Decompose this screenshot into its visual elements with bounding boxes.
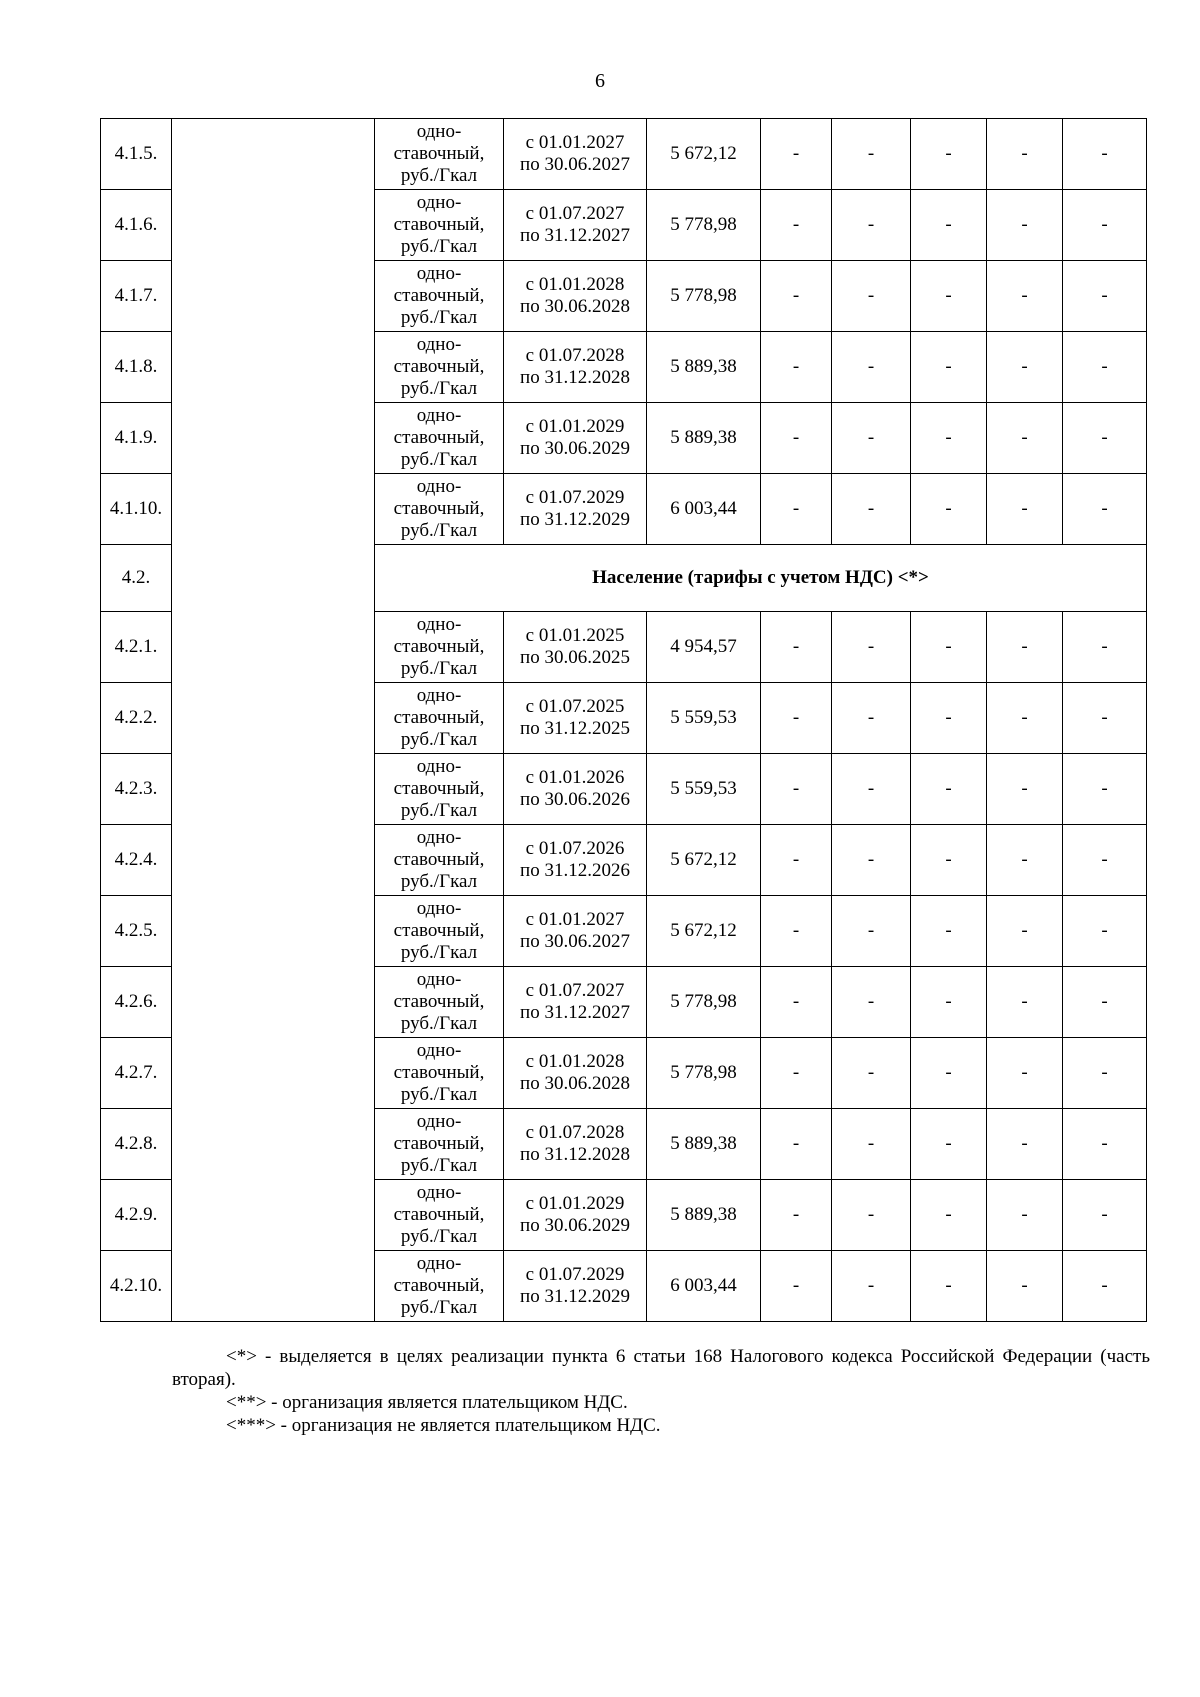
tariff-value: 5 889,38 (647, 1109, 761, 1180)
tariff-value: 5 889,38 (647, 332, 761, 403)
rate-type-cell (375, 612, 504, 683)
empty-value-dash: - (987, 1038, 1063, 1109)
period-line: с 01.07.2027 (525, 203, 625, 224)
rate-type-line: ставочный, (393, 285, 485, 306)
empty-value-dash: - (761, 612, 832, 683)
period-line: по 31.12.2025 (520, 718, 630, 739)
empty-value-dash: - (761, 825, 832, 896)
period-line: с 01.01.2027 (525, 909, 625, 930)
tariff-value: 5 672,12 (647, 825, 761, 896)
rate-type-line: ставочный, (393, 214, 485, 235)
empty-value-dash: - (761, 403, 832, 474)
period-cell (504, 683, 647, 754)
rate-type-line: ставочный, (393, 920, 485, 941)
rate-type-line: одно- (416, 827, 462, 848)
row-number: 4.2.6. (101, 967, 172, 1038)
row-number: 4.2.5. (101, 896, 172, 967)
empty-value-dash: - (832, 683, 911, 754)
empty-value-dash: - (832, 1251, 911, 1322)
empty-value-dash: - (832, 190, 911, 261)
empty-value-dash: - (911, 332, 987, 403)
empty-value-dash: - (1063, 1109, 1147, 1180)
row-number: 4.2.8. (101, 1109, 172, 1180)
empty-value-dash: - (987, 119, 1063, 190)
period-line: по 30.06.2026 (520, 789, 630, 810)
rate-type-line: руб./Гкал (400, 1013, 478, 1034)
empty-value-dash: - (911, 896, 987, 967)
row-number: 4.1.5. (101, 119, 172, 190)
row-number: 4.2.1. (101, 612, 172, 683)
empty-value-dash: - (832, 754, 911, 825)
period-line: по 30.06.2028 (520, 296, 630, 317)
period-line: с 01.01.2028 (525, 1051, 625, 1072)
rate-type-line: одно- (416, 334, 462, 355)
period-line: по 31.12.2029 (520, 509, 630, 530)
rate-type-line: одно- (416, 756, 462, 777)
period-line: с 01.07.2026 (525, 838, 625, 859)
empty-value-dash: - (911, 825, 987, 896)
rate-type-line: руб./Гкал (400, 729, 478, 750)
empty-value-dash: - (987, 261, 1063, 332)
empty-value-dash: - (1063, 119, 1147, 190)
empty-value-dash: - (761, 190, 832, 261)
rate-type-cell (375, 332, 504, 403)
empty-value-dash: - (911, 683, 987, 754)
period-line: по 31.12.2029 (520, 1286, 630, 1307)
rate-type-line: руб./Гкал (400, 1084, 478, 1105)
empty-value-dash: - (761, 896, 832, 967)
footnote-vat-payer: <**> - организация является плательщиком НДС. (226, 1392, 628, 1413)
empty-value-dash: - (832, 1038, 911, 1109)
empty-value-dash: - (761, 967, 832, 1038)
rate-type-line: руб./Гкал (400, 658, 478, 679)
period-line: по 31.12.2026 (520, 860, 630, 881)
rate-type-cell (375, 1251, 504, 1322)
rate-type-line: руб./Гкал (400, 800, 478, 821)
period-cell (504, 190, 647, 261)
empty-value-dash: - (987, 474, 1063, 545)
tariff-value: 5 672,12 (647, 119, 761, 190)
row-number: 4.2.2. (101, 683, 172, 754)
empty-value-dash: - (761, 1251, 832, 1322)
empty-value-dash: - (987, 612, 1063, 683)
table-row (101, 119, 1147, 190)
empty-value-dash: - (987, 825, 1063, 896)
rate-type-line: одно- (416, 685, 462, 706)
row-number: 4.1.6. (101, 190, 172, 261)
empty-value-dash: - (1063, 1038, 1147, 1109)
tariff-value: 6 003,44 (647, 474, 761, 545)
period-line: с 01.07.2029 (525, 487, 625, 508)
row-number: 4.2.10. (101, 1251, 172, 1322)
empty-value-dash: - (987, 754, 1063, 825)
empty-value-dash: - (761, 1038, 832, 1109)
rate-type-line: ставочный, (393, 1133, 485, 1154)
empty-value-dash: - (987, 332, 1063, 403)
row-number: 4.1.9. (101, 403, 172, 474)
empty-value-dash: - (1063, 683, 1147, 754)
period-line: с 01.07.2028 (525, 345, 625, 366)
tariff-value: 5 778,98 (647, 261, 761, 332)
footnote-vat-allocation: <*> - выделяется в целях реализации пункта 6 статьи 168 Налогового кодекса Российской Федерации (часть вторая). (172, 1346, 1150, 1390)
period-cell (504, 612, 647, 683)
empty-value-dash: - (987, 190, 1063, 261)
group-title: Население (тарифы с учетом НДС) <*> (375, 545, 1147, 612)
rate-type-cell (375, 1180, 504, 1251)
row-number: 4.1.8. (101, 332, 172, 403)
period-line: с 01.01.2029 (525, 1193, 625, 1214)
rate-type-line: одно- (416, 405, 462, 426)
tariff-value: 5 889,38 (647, 403, 761, 474)
tariff-value: 6 003,44 (647, 1251, 761, 1322)
period-cell (504, 1180, 647, 1251)
period-line: с 01.01.2026 (525, 767, 625, 788)
rate-type-line: руб./Гкал (400, 378, 478, 399)
rate-type-line: руб./Гкал (400, 449, 478, 470)
tariff-value: 5 559,53 (647, 683, 761, 754)
period-line: по 30.06.2029 (520, 438, 630, 459)
empty-value-dash: - (832, 332, 911, 403)
rate-type-line: руб./Гкал (400, 1297, 478, 1318)
rate-type-line: ставочный, (393, 498, 485, 519)
period-cell (504, 754, 647, 825)
rate-type-line: одно- (416, 614, 462, 635)
empty-value-dash: - (832, 261, 911, 332)
period-line: по 30.06.2025 (520, 647, 630, 668)
empty-value-dash: - (987, 967, 1063, 1038)
empty-value-dash: - (1063, 896, 1147, 967)
empty-value-dash: - (1063, 403, 1147, 474)
period-cell (504, 1109, 647, 1180)
tariff-value: 5 778,98 (647, 190, 761, 261)
empty-value-dash: - (761, 1180, 832, 1251)
rate-type-cell (375, 1038, 504, 1109)
empty-value-dash: - (761, 119, 832, 190)
empty-value-dash: - (832, 119, 911, 190)
tariff-table (100, 118, 1147, 1322)
rate-type-line: одно- (416, 263, 462, 284)
period-cell (504, 474, 647, 545)
tariff-value: 5 559,53 (647, 754, 761, 825)
rate-type-line: руб./Гкал (400, 236, 478, 257)
period-line: по 31.12.2028 (520, 1144, 630, 1165)
period-line: по 31.12.2027 (520, 225, 630, 246)
empty-value-dash: - (1063, 612, 1147, 683)
empty-value-dash: - (1063, 332, 1147, 403)
tariff-value: 5 672,12 (647, 896, 761, 967)
rate-type-cell (375, 403, 504, 474)
rate-type-line: ставочный, (393, 356, 485, 377)
empty-value-dash: - (911, 119, 987, 190)
empty-value-dash: - (911, 1180, 987, 1251)
period-line: по 31.12.2028 (520, 367, 630, 388)
empty-value-dash: - (911, 1038, 987, 1109)
period-line: с 01.01.2027 (525, 132, 625, 153)
period-line: с 01.01.2029 (525, 416, 625, 437)
rate-type-line: одно- (416, 476, 462, 497)
rate-type-line: руб./Гкал (400, 871, 478, 892)
empty-value-dash: - (832, 1109, 911, 1180)
period-line: по 31.12.2027 (520, 1002, 630, 1023)
period-line: с 01.01.2028 (525, 274, 625, 295)
rate-type-line: руб./Гкал (400, 1155, 478, 1176)
rate-type-line: руб./Гкал (400, 1226, 478, 1247)
empty-value-dash: - (911, 967, 987, 1038)
tariff-value: 4 954,57 (647, 612, 761, 683)
empty-value-dash: - (1063, 825, 1147, 896)
empty-value-dash: - (987, 683, 1063, 754)
rate-type-line: ставочный, (393, 427, 485, 448)
empty-value-dash: - (832, 1180, 911, 1251)
period-line: по 30.06.2027 (520, 154, 630, 175)
row-number: 4.2.9. (101, 1180, 172, 1251)
period-cell (504, 1038, 647, 1109)
rate-type-line: ставочный, (393, 991, 485, 1012)
empty-value-dash: - (1063, 754, 1147, 825)
rate-type-line: руб./Гкал (400, 520, 478, 541)
rate-type-cell (375, 896, 504, 967)
empty-value-dash: - (911, 1251, 987, 1322)
empty-value-dash: - (987, 1251, 1063, 1322)
period-cell (504, 403, 647, 474)
rate-type-line: одно- (416, 1111, 462, 1132)
rate-type-line: одно- (416, 121, 462, 142)
rate-type-line: руб./Гкал (400, 165, 478, 186)
footnotes (172, 1345, 1150, 1437)
row-number: 4.2.4. (101, 825, 172, 896)
rate-type-line: ставочный, (393, 849, 485, 870)
empty-value-dash: - (832, 403, 911, 474)
empty-value-dash: - (1063, 261, 1147, 332)
empty-value-dash: - (832, 825, 911, 896)
row-number: 4.1.10. (101, 474, 172, 545)
empty-value-dash: - (761, 1109, 832, 1180)
rate-type-line: одно- (416, 898, 462, 919)
empty-value-dash: - (911, 612, 987, 683)
period-cell (504, 332, 647, 403)
period-cell (504, 896, 647, 967)
rate-type-line: руб./Гкал (400, 942, 478, 963)
period-cell (504, 825, 647, 896)
rate-type-line: одно- (416, 1040, 462, 1061)
footnote-not-vat-payer: <***> - организация не является плательщиком НДС. (226, 1415, 661, 1436)
empty-value-dash: - (1063, 474, 1147, 545)
empty-value-dash: - (832, 967, 911, 1038)
empty-value-dash: - (1063, 967, 1147, 1038)
empty-value-dash: - (832, 612, 911, 683)
empty-value-dash: - (761, 754, 832, 825)
row-number: 4.2.7. (101, 1038, 172, 1109)
empty-value-dash: - (987, 1109, 1063, 1180)
empty-value-dash: - (761, 683, 832, 754)
period-cell (504, 261, 647, 332)
empty-value-dash: - (911, 754, 987, 825)
organization-cell (172, 119, 375, 1322)
rate-type-cell (375, 754, 504, 825)
empty-value-dash: - (911, 403, 987, 474)
row-number: 4.2.3. (101, 754, 172, 825)
rate-type-line: одно- (416, 192, 462, 213)
period-cell (504, 119, 647, 190)
period-line: с 01.07.2028 (525, 1122, 625, 1143)
empty-value-dash: - (987, 896, 1063, 967)
rate-type-cell (375, 1109, 504, 1180)
empty-value-dash: - (832, 896, 911, 967)
rate-type-line: ставочный, (393, 707, 485, 728)
rate-type-cell (375, 190, 504, 261)
empty-value-dash: - (1063, 1180, 1147, 1251)
empty-value-dash: - (911, 190, 987, 261)
rate-type-cell (375, 825, 504, 896)
rate-type-line: ставочный, (393, 778, 485, 799)
tariff-value: 5 778,98 (647, 1038, 761, 1109)
period-line: с 01.07.2027 (525, 980, 625, 1001)
period-line: по 30.06.2029 (520, 1215, 630, 1236)
period-cell (504, 967, 647, 1038)
tariff-value: 5 889,38 (647, 1180, 761, 1251)
rate-type-line: ставочный, (393, 1204, 485, 1225)
period-line: с 01.01.2025 (525, 625, 625, 646)
page-number: 6 (595, 70, 605, 92)
empty-value-dash: - (911, 474, 987, 545)
empty-value-dash: - (832, 474, 911, 545)
rate-type-line: ставочный, (393, 143, 485, 164)
rate-type-cell (375, 683, 504, 754)
empty-value-dash: - (1063, 190, 1147, 261)
empty-value-dash: - (1063, 1251, 1147, 1322)
period-line: с 01.07.2025 (525, 696, 625, 717)
period-line: по 30.06.2027 (520, 931, 630, 952)
rate-type-cell (375, 474, 504, 545)
rate-type-line: одно- (416, 1182, 462, 1203)
tariff-value: 5 778,98 (647, 967, 761, 1038)
rate-type-line: одно- (416, 969, 462, 990)
empty-value-dash: - (987, 403, 1063, 474)
period-cell (504, 1251, 647, 1322)
rate-type-line: ставочный, (393, 1062, 485, 1083)
empty-value-dash: - (761, 261, 832, 332)
rate-type-line: одно- (416, 1253, 462, 1274)
empty-value-dash: - (761, 474, 832, 545)
empty-value-dash: - (911, 261, 987, 332)
period-line: по 30.06.2028 (520, 1073, 630, 1094)
rate-type-cell (375, 261, 504, 332)
period-line: с 01.07.2029 (525, 1264, 625, 1285)
rate-type-cell (375, 119, 504, 190)
empty-value-dash: - (911, 1109, 987, 1180)
empty-value-dash: - (987, 1180, 1063, 1251)
row-number: 4.1.7. (101, 261, 172, 332)
row-number: 4.2. (101, 545, 172, 612)
empty-value-dash: - (761, 332, 832, 403)
rate-type-line: руб./Гкал (400, 307, 478, 328)
rate-type-line: ставочный, (393, 1275, 485, 1296)
rate-type-cell (375, 967, 504, 1038)
rate-type-line: ставочный, (393, 636, 485, 657)
